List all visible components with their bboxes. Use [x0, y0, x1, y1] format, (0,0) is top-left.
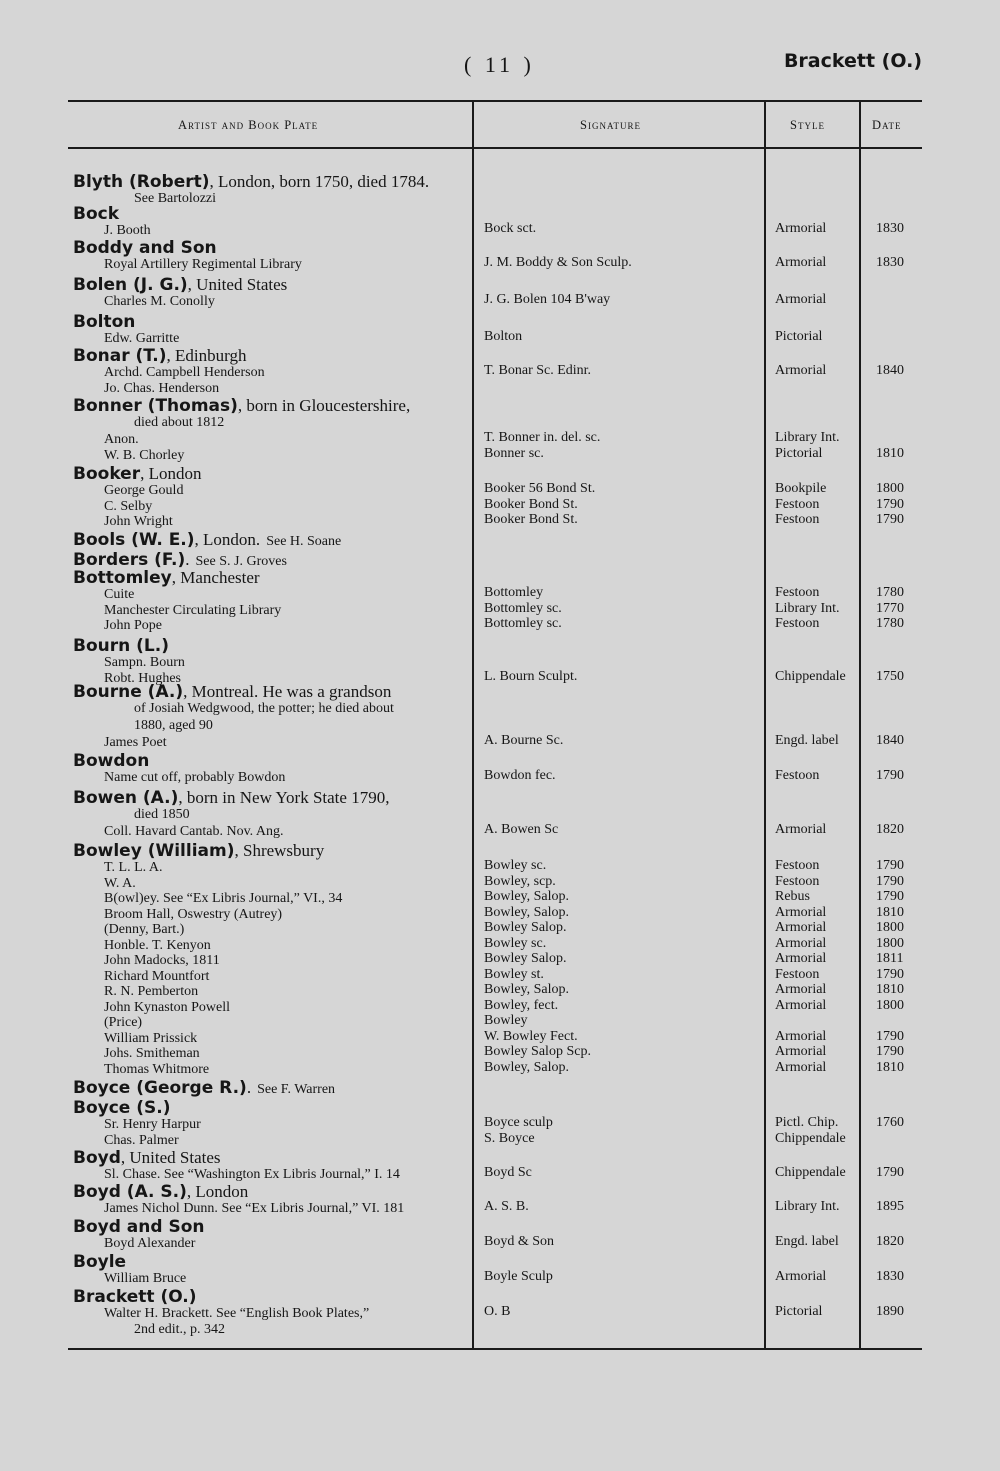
owner-name: Chas. Palmer	[104, 1132, 179, 1148]
signature-cell: Bowdon fec.	[484, 768, 556, 783]
style-cell: Rebus	[775, 889, 810, 904]
style-cell: Festoon	[775, 496, 820, 512]
column-header-style: Style	[790, 118, 825, 132]
owner-name: Honble. T. Kenyon	[104, 937, 211, 953]
plate-owner	[104, 824, 284, 840]
date-cell: 1790	[876, 768, 904, 783]
date-cell: 1790	[876, 512, 904, 527]
date-cell: 1780	[876, 585, 904, 600]
signature-cell: Booker Bond St.	[484, 496, 578, 512]
style-cell: Pictorial	[775, 329, 823, 344]
plate-owner	[104, 860, 162, 876]
signature-cell: Bolton	[484, 329, 523, 344]
plate-owner	[104, 381, 219, 397]
artist-detail-continued: died 1850	[134, 807, 190, 822]
artist-name: Bowen (A.)	[73, 788, 179, 808]
date-cell: 1800	[876, 920, 904, 935]
plate-owner	[104, 365, 265, 381]
plate-owner	[104, 1236, 195, 1252]
date-cell: 1820	[876, 1234, 904, 1249]
date-cell: 1790	[876, 1028, 904, 1044]
plate-owner	[104, 1062, 209, 1078]
owner-name: John Madocks, 1811	[104, 953, 220, 968]
style-cell: Festoon	[775, 966, 820, 982]
artist-name: Boyle	[73, 1252, 127, 1272]
plate-owner	[104, 448, 184, 464]
owner-name: George Gould	[104, 483, 184, 498]
date-cell: 1770	[876, 600, 904, 616]
style-cell: Armorial	[775, 1059, 827, 1075]
signature-cell: Bowley, scp.	[484, 873, 556, 889]
date-cell: 1750	[876, 668, 904, 684]
plate-owner	[104, 876, 136, 892]
header-rule	[68, 147, 922, 149]
owner-name: Walter H. Brackett.	[104, 1306, 213, 1321]
plate-owner	[104, 891, 342, 907]
date-cell: 1810	[876, 1059, 904, 1075]
plate-owner	[104, 514, 173, 530]
artist-detail: , Shrewsbury	[234, 841, 325, 860]
style-cell: Armorial	[775, 1028, 827, 1044]
date-cell: 1790	[876, 1044, 904, 1059]
signature-cell: Booker 56 Bond St.	[484, 481, 596, 496]
plate-owner	[104, 331, 179, 347]
artist-entry	[73, 172, 429, 192]
signature-cell: J. G. Bolen 104 B'way	[484, 292, 611, 307]
plate-owner	[104, 257, 302, 273]
owner-name: Cuite	[104, 587, 135, 602]
signature-cell: Bowley st.	[484, 966, 544, 982]
date-cell: 1830	[876, 255, 904, 270]
style-cell: Armorial	[775, 951, 827, 966]
owner-name: Charles M. Conolly	[104, 294, 215, 309]
signature-cell: L. Bourn Sculpt.	[484, 668, 578, 684]
owner-name: John Pope	[104, 618, 162, 633]
page-number: ( 11 )	[464, 52, 535, 77]
date-cell: 1800	[876, 935, 904, 951]
artist-name: Bourne (A.)	[73, 682, 184, 702]
signature-cell: A. S. B.	[484, 1199, 529, 1214]
date-cell: 1790	[876, 1165, 904, 1180]
style-cell: Chippendale	[775, 1165, 846, 1180]
artist-detail: , Montreal. He was a grandson	[183, 682, 392, 701]
signature-cell: W. Bowley Fect.	[484, 1028, 578, 1044]
date-cell: 1800	[876, 481, 904, 496]
style-cell: Armorial	[775, 221, 827, 236]
owner-name: Boyd Alexander	[104, 1236, 196, 1251]
see-reference: See “English Book Plates,”	[212, 1306, 370, 1321]
artist-name: Bolen (J. G.)	[73, 275, 188, 295]
signature-cell: Boyce sculp	[484, 1115, 553, 1130]
artist-entry	[73, 312, 135, 332]
style-cell: Armorial	[775, 1269, 827, 1284]
plate-owner	[104, 432, 139, 448]
artist-detail-continued: of Josiah Wedgwood, the potter; he died about	[134, 701, 394, 716]
signature-cell: J. M. Boddy & Son Sculp.	[484, 255, 632, 270]
date-cell: 1790	[876, 873, 904, 889]
signature-cell: A. Bowen Sc	[484, 822, 559, 837]
date-cell: 1820	[876, 822, 904, 837]
artist-name: Bonner (Thomas)	[73, 396, 238, 416]
date-cell: 1790	[876, 496, 904, 512]
style-cell: Festoon	[775, 768, 820, 783]
artist-name: Brackett (O.)	[73, 1287, 197, 1307]
artist-detail: , London.	[194, 530, 261, 549]
owner-name: (Price)	[104, 1015, 143, 1030]
style-cell: Armorial	[775, 822, 827, 837]
owner-name: Sr. Henry Harpur	[104, 1117, 201, 1132]
artist-name: Boyce (S.)	[73, 1098, 171, 1118]
artist-entry	[73, 550, 287, 570]
artist-entry	[73, 788, 389, 808]
artist-detail-continued: died about 1812	[134, 415, 225, 430]
plate-owner	[104, 1031, 197, 1047]
signature-cell: Booker Bond St.	[484, 512, 578, 527]
artist-entry	[73, 346, 247, 366]
column-divider	[472, 100, 474, 1350]
artist-entry	[73, 1182, 248, 1202]
column-divider	[764, 100, 766, 1350]
plate-owner	[104, 1271, 186, 1287]
artist-detail-continued: 2nd edit., p. 342	[134, 1321, 225, 1337]
plate-owner	[104, 969, 209, 985]
style-cell: Festoon	[775, 616, 820, 631]
artist-entry	[73, 1217, 205, 1237]
style-cell: Engd. label	[775, 733, 839, 748]
owner-name: Broom Hall, Oswestry (Autrey)	[104, 906, 283, 922]
owner-name: William Prissick	[104, 1030, 198, 1046]
column-divider	[859, 100, 861, 1350]
artist-name: Boyd (A. S.)	[73, 1182, 187, 1202]
see-reference: See S. J. Groves	[195, 554, 287, 569]
date-cell: 1810	[876, 445, 904, 461]
signature-cell: Bowley, Salop.	[484, 982, 570, 997]
style-cell: Armorial	[775, 935, 827, 951]
signature-cell: Bottomley sc.	[484, 616, 562, 631]
artist-entry	[73, 396, 410, 416]
owner-name: (Denny, Bart.)	[104, 922, 185, 937]
plate-owner	[104, 1133, 179, 1149]
artist-name: Boddy and Son	[73, 238, 217, 258]
owner-name: Archd. Campbell Henderson	[104, 365, 265, 380]
owner-name: Edw. Garritte	[104, 331, 180, 346]
signature-cell: Bowley Salop Scp.	[484, 1044, 591, 1059]
artist-detail: , born in Gloucestershire,	[237, 396, 411, 415]
plate-owner	[104, 603, 281, 619]
date-cell: 1830	[876, 221, 904, 236]
artist-detail: .	[246, 1078, 252, 1097]
date-cell: 1780	[876, 616, 904, 631]
signature-cell: Bock sct.	[484, 221, 537, 236]
see-reference: See F. Warren	[257, 1082, 336, 1097]
owner-name: Royal Artillery Regimental Library	[104, 257, 302, 272]
artist-entry	[73, 238, 217, 258]
date-cell: 1810	[876, 982, 904, 997]
artist-name: Bock	[73, 204, 120, 224]
owner-name: Thomas Whitmore	[104, 1061, 210, 1077]
signature-cell: Bonner sc.	[484, 445, 544, 461]
owner-name: William Bruce	[104, 1271, 187, 1286]
signature-cell: Bowley, Salop.	[484, 889, 570, 904]
signature-cell: S. Boyce	[484, 1130, 535, 1146]
style-cell: Library Int.	[775, 430, 840, 445]
plate-owner	[104, 770, 285, 786]
artist-entry	[73, 1252, 126, 1272]
artist-detail: , United States	[187, 275, 288, 294]
plate-owner	[104, 907, 282, 923]
running-head: Brackett (O.)	[783, 50, 922, 72]
see-reference: See “Ex Libris Journal,” VI. 181	[217, 1201, 405, 1216]
date-cell: 1830	[876, 1269, 904, 1284]
style-cell: Bookpile	[775, 481, 827, 496]
signature-cell: Bowley Salop.	[484, 920, 567, 935]
date-cell: 1840	[876, 363, 904, 378]
see-reference: See Bartolozzi	[134, 191, 217, 206]
plate-owner	[104, 984, 198, 1000]
column-header-date: Date	[872, 118, 902, 132]
owner-name: Johs. Smitheman	[104, 1046, 200, 1061]
top-rule	[68, 100, 922, 102]
artist-entry	[73, 464, 201, 484]
owner-name: James Nichol Dunn.	[104, 1201, 218, 1216]
style-cell: Pictorial	[775, 1304, 823, 1319]
plate-owner	[104, 1201, 404, 1217]
column-header-artist: Artist and Book Plate	[178, 118, 319, 132]
style-cell: Festoon	[775, 873, 820, 889]
style-cell: Armorial	[775, 920, 827, 935]
artist-name: Bowdon	[73, 751, 150, 771]
style-cell: Armorial	[775, 904, 827, 920]
artist-entry	[73, 568, 260, 588]
style-cell: Engd. label	[775, 1234, 839, 1249]
signature-cell: Bottomley	[484, 585, 544, 600]
plate-owner	[104, 922, 184, 938]
plate-owner	[104, 1117, 201, 1133]
artist-entry	[73, 530, 341, 550]
owner-name: Name cut off, probably Bowdon	[104, 770, 286, 785]
artist-entry	[73, 204, 119, 224]
plate-owner	[104, 1306, 369, 1322]
style-cell: Armorial	[775, 1044, 827, 1059]
artist-name: Boyce (George R.)	[73, 1078, 247, 1098]
style-cell: Armorial	[775, 292, 827, 307]
style-cell: Chippendale	[775, 1130, 846, 1146]
artist-detail: , Edinburgh	[166, 346, 247, 365]
artist-name: Bourn (L.)	[73, 636, 169, 656]
signature-cell: Bowley sc.	[484, 935, 547, 951]
plate-owner	[104, 499, 152, 515]
owner-name: T. L. L. A.	[104, 860, 163, 875]
signature-cell: T. Bonner in. del. sc.	[484, 430, 601, 445]
artist-detail: , born in New York State 1790,	[178, 788, 390, 807]
signature-cell: O. B	[484, 1304, 511, 1319]
plate-owner	[104, 223, 151, 239]
owner-name: B(owl)ey.	[104, 891, 160, 906]
see-reference: See “Ex Libris Journal,” VI., 34	[159, 891, 343, 906]
plate-owner	[104, 655, 185, 671]
artist-name: Blyth (Robert)	[73, 172, 210, 192]
style-cell: Armorial	[775, 997, 827, 1013]
artist-name: Bools (W. E.)	[73, 530, 195, 550]
plate-owner	[104, 953, 220, 969]
owner-name: W. B. Chorley	[104, 447, 185, 463]
see-reference: See “Washington Ex Libris Journal,” I. 14	[160, 1167, 400, 1182]
style-cell: Armorial	[775, 255, 827, 270]
owner-name: Jo. Chas. Henderson	[104, 380, 220, 396]
style-cell: Library Int.	[775, 1199, 840, 1214]
signature-cell: A. Bourne Sc.	[484, 733, 564, 748]
owner-name: Sl. Chase.	[104, 1167, 161, 1182]
style-cell: Armorial	[775, 982, 827, 997]
signature-cell: Bottomley sc.	[484, 600, 562, 616]
plate-owner	[104, 618, 162, 634]
plate-owner	[104, 587, 134, 603]
style-cell: Library Int.	[775, 600, 840, 616]
date-cell: 1895	[876, 1199, 904, 1214]
owner-name: R. N. Pemberton	[104, 984, 199, 999]
bottom-rule	[68, 1348, 922, 1350]
artist-entry	[73, 682, 391, 702]
artist-name: Bolton	[73, 312, 136, 332]
owner-name: W. A.	[104, 875, 136, 891]
owner-name: Anon.	[104, 432, 139, 447]
signature-cell: Boyd Sc	[484, 1165, 532, 1180]
artist-detail: , London, born 1750, died 1784.	[209, 172, 430, 191]
artist-entry	[73, 636, 169, 656]
owner-name: Coll. Havard Cantab. Nov. Ang.	[104, 824, 284, 839]
plate-owner	[104, 735, 167, 751]
owner-name: Robt. Hughes	[104, 670, 181, 686]
plate-owner	[104, 483, 183, 499]
owner-name: James Poet	[104, 735, 167, 750]
owner-name: Sampn. Bourn	[104, 655, 185, 670]
date-cell: 1760	[876, 1115, 904, 1130]
signature-cell: Bowley, Salop.	[484, 1059, 570, 1075]
artist-entry	[73, 1098, 170, 1118]
style-cell: Festoon	[775, 585, 820, 600]
plate-owner	[104, 294, 215, 310]
owner-name: J. Booth	[104, 223, 151, 238]
style-cell: Armorial	[775, 363, 827, 378]
see-reference: See H. Soane	[266, 534, 342, 549]
plate-owner	[104, 1046, 200, 1062]
artist-name: Bowley (William)	[73, 841, 235, 861]
date-cell: 1800	[876, 997, 904, 1013]
signature-cell: Bowley, Salop.	[484, 904, 570, 920]
signature-cell: Bowley	[484, 1013, 528, 1028]
signature-cell: T. Bonar Sc. Edinr.	[484, 363, 592, 378]
signature-cell: Bowley, fect.	[484, 997, 559, 1013]
artist-entry	[73, 841, 324, 861]
date-cell: 1810	[876, 904, 904, 920]
date-cell: 1890	[876, 1304, 904, 1319]
artist-detail: .	[185, 550, 190, 569]
artist-entry	[73, 275, 287, 295]
plate-owner	[104, 1000, 230, 1016]
artist-detail-continued: 1880, aged 90	[134, 718, 213, 733]
style-cell: Chippendale	[775, 668, 846, 684]
artist-name: Boyd and Son	[73, 1217, 205, 1237]
artist-name: Boyd	[73, 1148, 121, 1168]
artist-entry	[73, 1078, 335, 1098]
plate-owner	[104, 938, 211, 954]
artist-name: Bonar (T.)	[73, 346, 167, 366]
artist-name: Booker	[73, 464, 141, 484]
artist-entry	[73, 1148, 221, 1168]
owner-name: Richard Mountfort	[104, 968, 210, 984]
style-cell: Pictorial	[775, 445, 823, 461]
artist-name: Bottomley	[73, 568, 172, 588]
artist-name: Borders (F.)	[73, 550, 186, 570]
signature-cell: Bowley Salop.	[484, 951, 567, 966]
style-cell: Pictl. Chip.	[775, 1115, 839, 1130]
signature-cell: Bowley sc.	[484, 858, 547, 873]
artist-detail: , London	[186, 1182, 249, 1201]
style-cell: Festoon	[775, 858, 820, 873]
date-cell: 1790	[876, 966, 904, 982]
owner-name: Manchester Circulating Library	[104, 602, 282, 618]
style-cell: Festoon	[775, 512, 820, 527]
artist-entry	[73, 751, 149, 771]
plate-owner	[104, 1015, 142, 1031]
date-cell: 1840	[876, 733, 904, 748]
plate-owner	[104, 1167, 400, 1183]
artist-detail: , London	[140, 464, 202, 483]
owner-name: John Kynaston Powell	[104, 999, 230, 1015]
owner-name: John Wright	[104, 514, 173, 529]
column-header-signature: Signature	[580, 118, 641, 132]
date-cell: 1790	[876, 858, 904, 873]
date-cell: 1811	[876, 951, 904, 966]
date-cell: 1790	[876, 889, 904, 904]
owner-name: C. Selby	[104, 498, 153, 514]
signature-cell: Boyd & Son	[484, 1234, 555, 1249]
signature-cell: Boyle Sculp	[484, 1269, 553, 1284]
artist-entry	[73, 1287, 197, 1307]
artist-detail: , Manchester	[171, 568, 260, 587]
artist-detail: , United States	[120, 1148, 221, 1167]
